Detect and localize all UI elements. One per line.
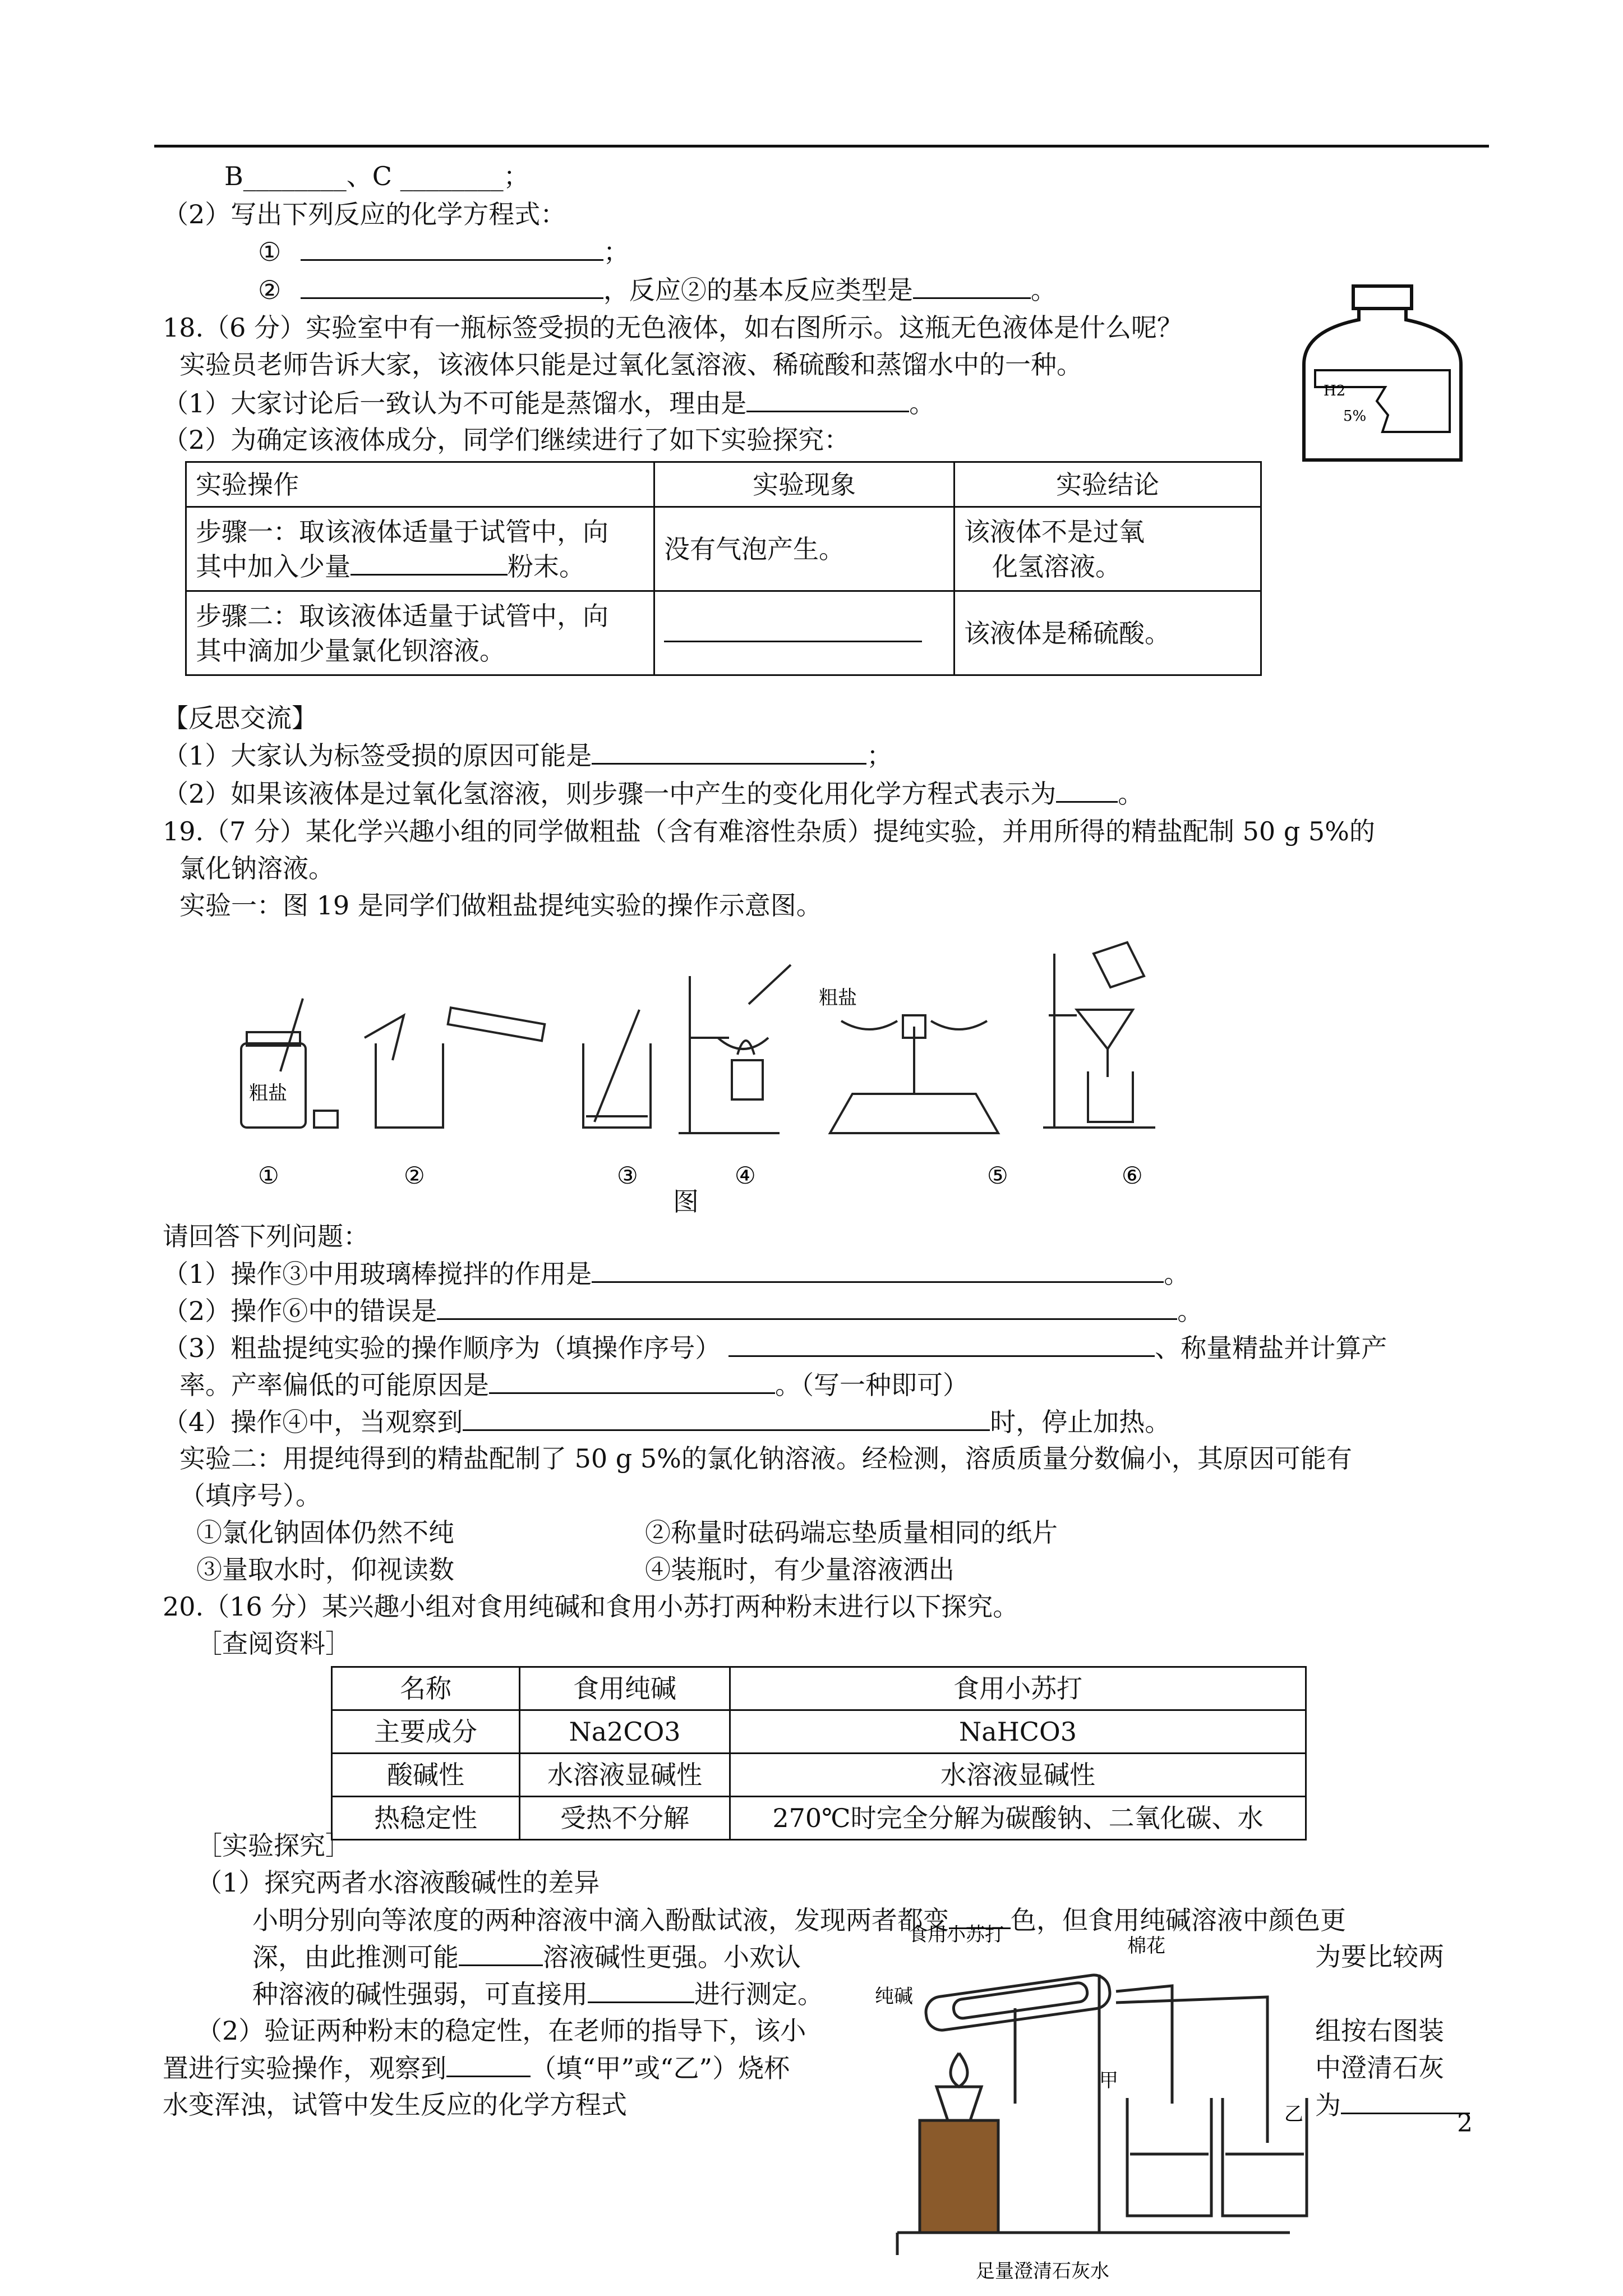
header-rule [154,145,1489,148]
page-number: 2 [1457,2109,1473,2138]
answer-blank[interactable] [746,386,909,412]
reference-table-20 [331,1666,1307,1841]
filtration-setup [1043,942,1155,1128]
q18-stem-1: 18.（6 分）实验室中有一瓶标签受损的无色液体，如右图所示。这瓶无色液体是什么呢？ [163,312,1183,343]
fig-num-2: ② [404,1162,425,1189]
label-soda: 纯碱 [875,1986,913,2007]
reflect-heading: 【反思交流】 [163,703,317,733]
soda-stability: 受热不分解 [520,1797,730,1840]
answer-blank[interactable] [592,1257,1164,1283]
bottle-cap [1353,286,1412,309]
delivery-tube-b [1116,1997,1267,2143]
fig-num-5: ⑤ [987,1162,1008,1189]
step1-operation: 步骤一：取该液体适量于试管中，向 其中加入少量 粉末。 [186,507,654,591]
q20-stem: 20.（16 分）某兴趣小组对食用纯碱和食用小苏打两种粉末进行以下探究。 [163,1591,1019,1622]
explore-2-textb: 中澄清石灰 [1315,2053,1444,2083]
explore-1-text2b: 为要比较两 [1315,1941,1444,1972]
answer-blank[interactable] [301,273,603,299]
answer-blank[interactable] [664,616,922,642]
experiment-table-18 [185,461,1262,676]
option-1: ①氯化钠固体仍然不纯 [196,1517,454,1548]
th-phenomenon: 实验现象 [654,462,955,507]
answer-blank[interactable] [351,549,508,576]
explore-2-text: 置进行实验操作，观察到 （填“甲”或“乙”）烧杯 [163,2051,790,2085]
bottle-label-h: H2 [1324,383,1346,399]
step1-phenomenon: 没有气泡产生。 [654,507,955,591]
label-cotton: 棉花 [1127,1935,1165,1957]
option-2: ②称量时砝码端忘垫质量相同的纸片 [645,1517,1058,1548]
wood-block [920,2120,998,2233]
label-limewater: 足量澄清石灰水 [976,2261,1109,2282]
balance [830,1015,998,1133]
q19-prompt: 请回答下列问题： [163,1221,369,1251]
q19-q1: （1）操作③中用玻璃棒搅拌的作用是 。 [163,1257,1189,1291]
q19-q2: （2）操作⑥中的错误是 。 [163,1294,1203,1328]
outer-test-tube [924,1973,1112,2032]
salt-jar [241,999,338,1128]
answer-blank[interactable] [446,2051,531,2077]
q19-stem-2: 氯化钠溶液。 [179,853,334,884]
explore-2b: 组按右图装 [1315,2016,1444,2046]
answer-blank[interactable] [463,1405,990,1431]
jar-label: 粗盐 [249,1082,287,1105]
balance-label: 粗盐 [819,987,857,1009]
answer-blank[interactable] [588,1977,694,2003]
bottle-figure [1293,280,1472,471]
q19-experiment1: 实验一：图 19 是同学们做粗盐提纯实验的操作示意图。 [179,890,822,921]
figure-20-apparatus [875,1918,1312,2289]
fig-num-6: ⑥ [1122,1162,1143,1189]
row-stability: 热稳定性 [332,1797,520,1840]
q17-eq2: ② ，反应②的基本反应类型是 。 [258,273,1057,307]
q19-stem-1: 19.（7 分）某化学兴趣小组的同学做粗盐（含有难溶性杂质）提纯实验，并用所得的精盐配制 50 g 5%的 [163,816,1375,846]
step2-phenomenon [654,591,955,675]
answer-blank[interactable] [301,234,603,261]
q19-q3: （3）粗盐提纯实验的操作顺序为（填操作序号） 、称量精盐并计算产 [163,1331,1387,1365]
q17-part2: （2）写出下列反应的化学方程式： [163,199,566,229]
figure-19 [224,931,1234,1189]
label-baking-soda: 食用小苏打 [909,1924,1004,1945]
explore-heading: ［实验探究］ [196,1830,351,1861]
explore-2-text2: 水变浑浊，试管中发生反应的化学方程式 [163,2090,627,2120]
q19-q4: （4）操作④中，当观察到 时，停止加热。 [163,1405,1170,1439]
answer-blank[interactable] [913,273,1031,299]
beaker-stir [583,1010,651,1128]
answer-blank[interactable] [592,738,866,765]
label-jia: 甲 [1099,2070,1118,2091]
q17-eq1: ① ； [258,234,629,269]
bottle-label-pct: 5% [1343,408,1367,425]
th-name: 名称 [332,1667,520,1710]
row-acidity: 酸碱性 [332,1754,520,1797]
fig-num-1: ① [258,1162,279,1189]
q17-blanks-bc: B________、C ________； [224,161,529,191]
step1-conclusion: 该液体不是过氧 化氢溶液。 [955,507,1261,591]
ref-heading: ［查阅资料］ [196,1628,351,1659]
explore-1-text: 小明分别向等浓度的两种溶液中滴入酚酞试液，发现两者都变 色，但食用纯碱溶液中颜色更 [252,1903,1346,1937]
explore-1-text3: 种溶液的碱性强弱，可直接用 进行测定。 [252,1977,823,2011]
alcohol-lamp [937,2087,981,2120]
answer-blank[interactable] [437,1294,1177,1320]
label-yi: 乙 [1284,2104,1303,2125]
evaporation-setup [679,965,791,1133]
explore-2-text2b: 为 [1315,2088,1470,2122]
th-soda: 食用纯碱 [520,1667,730,1710]
answer-blank[interactable] [728,1331,1155,1357]
reflect-1: （1）大家认为标签受损的原因可能是 ； [163,738,892,772]
option-4: ④装瓶时，有少量溶液洒出 [645,1554,955,1585]
baking-soda-acidity: 水溶液显碱性 [730,1754,1306,1797]
q18-part2: （2）为确定该液体成分，同学们继续进行了如下实验探究： [163,425,850,455]
figure-caption: 图 [673,1186,699,1217]
baking-soda-formula: NaHCO3 [730,1710,1306,1754]
baking-soda-stability: 270℃时完全分解为碳酸钠、二氧化碳、水 [730,1797,1306,1840]
beaker-jia [1127,2098,1211,2216]
answer-blank[interactable] [489,1368,775,1394]
q19-experiment2-cont: （填序号）。 [179,1480,321,1511]
th-operation: 实验操作 [186,462,654,507]
option-3: ③量取水时，仰视读数 [196,1554,454,1585]
explore-1: （1）探究两者水溶液酸碱性的差异 [196,1867,600,1898]
soda-formula: Na2CO3 [520,1710,730,1754]
th-baking-soda: 食用小苏打 [730,1667,1306,1710]
explore-2: （2）验证两种粉末的稳定性，在老师的指导下，该小 [196,2016,806,2046]
torn-label [1315,370,1450,432]
soda-acidity: 水溶液显碱性 [520,1754,730,1797]
reflect-2: （2）如果该液体是过氧化氢溶液，则步骤一中产生的变化用化学方程式表示为 。 [163,776,1144,811]
q19-q3-cont: 率。产率偏低的可能原因是 。（写一种即可） [179,1368,969,1402]
row-component: 主要成分 [332,1710,520,1754]
explore-1-text2: 深，由此推测可能 溶液碱性更强。小欢认 [252,1940,801,1974]
fig-num-4: ④ [735,1162,756,1189]
step2-operation: 步骤二：取该液体适量于试管中，向 其中滴加少量氯化钡溶液。 [186,591,654,675]
q18-part1: （1）大家讨论后一致认为不可能是蒸馏水，理由是 。 [163,386,935,420]
q18-stem-2: 实验员老师告诉大家，该液体只能是过氧化氢溶液、稀硫酸和蒸馏水中的一种。 [179,349,1082,380]
fig-num-3: ③ [617,1162,638,1189]
answer-blank[interactable] [1056,776,1118,803]
answer-blank[interactable] [459,1940,543,1966]
th-conclusion: 实验结论 [955,462,1261,507]
beaker-pour [365,1007,545,1128]
q19-experiment2: 实验二：用提纯得到的精盐配制了 50 g 5%的氯化钠溶液。经检测，溶质质量分数偏小，其原因可能有 [179,1443,1352,1474]
step2-conclusion: 该液体是稀硫酸。 [955,591,1261,675]
answer-blank[interactable] [1341,2088,1470,2114]
